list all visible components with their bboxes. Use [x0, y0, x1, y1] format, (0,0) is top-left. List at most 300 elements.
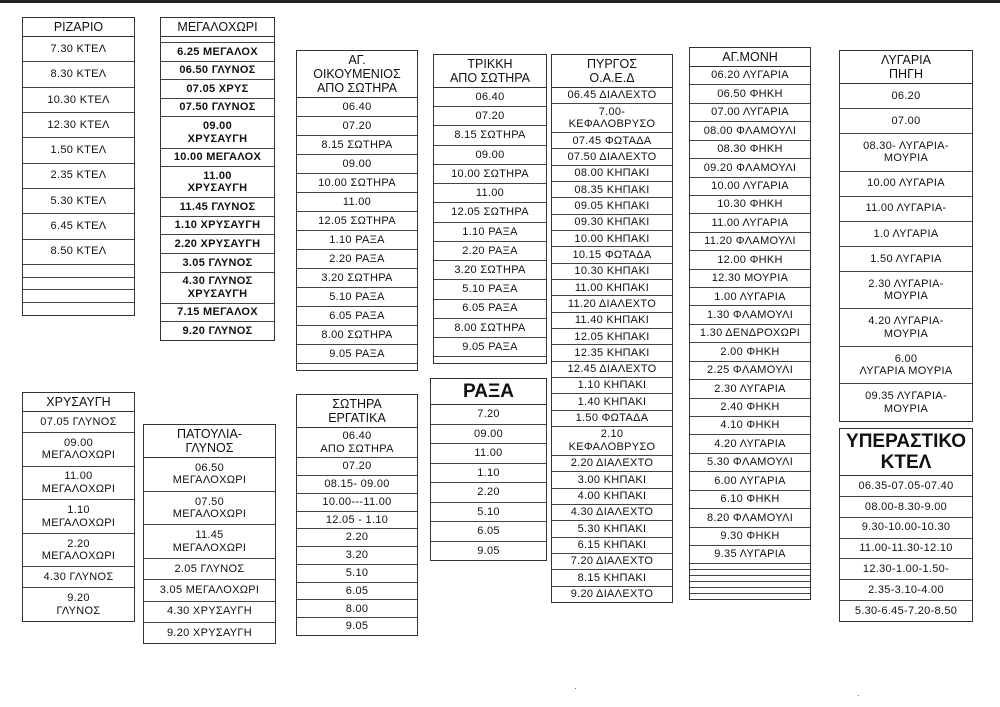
cell-text: 12.30-1.00-1.50- — [862, 563, 950, 576]
cell-text: 5.10 ΡΑΞΑ — [462, 283, 518, 296]
table-row — [23, 588, 134, 621]
cell-text: 2.05 ΓΛΥΝΟΣ — [174, 563, 245, 576]
table-row — [690, 233, 810, 251]
table-row — [434, 146, 546, 165]
table-row — [690, 67, 810, 85]
table-row — [144, 623, 275, 643]
cell-text: 12.05 ΚΗΠΑΚΙ — [574, 330, 650, 343]
header-line: ΓΛΥΝΟΣ — [185, 441, 234, 455]
table-trikki — [433, 54, 547, 364]
header-line: ΧΡΥΣΑΥΓΗ — [46, 395, 111, 409]
table-row — [690, 362, 810, 380]
table-row — [840, 347, 972, 385]
table-row — [552, 378, 672, 394]
cell-text: 2.30 ΛΥΓΑΡΙΑ — [714, 382, 786, 395]
table-row — [161, 304, 274, 323]
cell-text: 8.20 ΦΛΑΜΟΥΛΙ — [706, 511, 794, 524]
table-row — [297, 117, 417, 136]
table-row — [161, 273, 274, 304]
table-row — [144, 458, 275, 492]
table-row — [161, 198, 274, 217]
table-row — [434, 203, 546, 222]
cell-text: 6.25 ΜΕΓΑΛΟΧ — [177, 45, 258, 58]
table-row — [840, 134, 972, 172]
table-row — [23, 567, 134, 588]
cell-text: 9.20 ΓΛΥΝΟΣ — [182, 324, 253, 337]
cell-text: 1.30 ΦΛΑΜΟΥΛΙ — [706, 308, 794, 321]
table-row — [690, 122, 810, 140]
cell-text: 06.50 — [194, 461, 225, 474]
cell-text: 6.05 ΡΑΞΑ — [462, 302, 518, 315]
cell-text: 8.30 ΚΤΕΛ — [50, 68, 107, 81]
table-row — [23, 138, 134, 163]
cell-text: 11.00 — [203, 169, 232, 182]
cell-text: 2.20 — [345, 531, 369, 544]
cell-text: 07.50 ΓΛΥΝΟΣ — [179, 101, 256, 114]
table-row — [840, 109, 972, 134]
cell-text: 12.30 ΜΟΥΡΙΑ — [711, 272, 789, 285]
table-row — [297, 618, 417, 635]
cell-text: 4.30 ΔΙΑΛΕΧΤΟ — [570, 506, 654, 519]
table-row — [552, 472, 672, 488]
cell-text: 09.35 ΛΥΓΑΡΙΑ- — [865, 390, 947, 403]
table-row — [552, 296, 672, 312]
cell-text: 06.20 ΛΥΓΑΡΙΑ — [711, 69, 789, 82]
cell-text: 08.30 ΦΗΚΗ — [717, 143, 783, 156]
cell-text: 09.05 ΚΗΠΑΚΙ — [574, 199, 650, 212]
cell-text: 6.15 ΚΗΠΑΚΙ — [577, 538, 647, 551]
table-row — [297, 512, 417, 530]
cell-text: 2.35-3.10-4.00 — [868, 583, 944, 596]
cell-text: 11.00 — [342, 195, 372, 208]
cell-text: 1.0 ΛΥΓΑΡΙΑ — [873, 227, 939, 240]
top-edge-line — [0, 0, 1000, 3]
table-row — [690, 214, 810, 232]
table-row — [690, 417, 810, 435]
table-row — [552, 247, 672, 263]
table-row — [552, 88, 672, 104]
table-row — [690, 196, 810, 214]
table-row — [552, 182, 672, 198]
table-row — [690, 343, 810, 361]
cell-text: 2.00 ΦΗΚΗ — [720, 345, 780, 358]
cell-text: 2.20 ΧΡΥΣΑΥΓΗ — [174, 237, 261, 250]
table-row — [431, 405, 546, 425]
table-row — [23, 500, 134, 534]
cell-text: 9.05 — [345, 620, 369, 633]
table-row — [552, 570, 672, 586]
cell-text: 4.30 ΓΛΥΝΟΣ — [43, 571, 114, 584]
cell-text: 11.40 ΚΗΠΑΚΙ — [574, 314, 650, 327]
table-row — [690, 380, 810, 398]
cell-text: 1.10 — [67, 504, 90, 517]
table-row — [23, 303, 134, 315]
header-line: ΠΥΡΓΟΣ — [586, 57, 638, 71]
table-row — [690, 491, 810, 509]
table-row — [690, 141, 810, 159]
table-row — [23, 240, 134, 265]
header-line: ΑΠΟ ΣΩΤΗΡΑ — [316, 81, 398, 95]
table-megalochori — [160, 17, 275, 341]
table-header — [840, 429, 972, 476]
cell-text: 7.20 — [477, 408, 500, 420]
cell-text: 3.00 ΚΗΠΑΚΙ — [577, 473, 647, 486]
table-row — [690, 399, 810, 417]
cell-text: 06.35-07.05-07.40 — [858, 479, 954, 492]
cell-text: ΧΡΥΣΑΥΓΗ — [187, 287, 248, 300]
cell-text: 1.10 ΚΗΠΑΚΙ — [577, 379, 647, 392]
cell-text: 6.05 — [345, 584, 369, 597]
table-row — [297, 155, 417, 174]
cell-text: 4.10 ΦΗΚΗ — [720, 419, 780, 432]
cell-text: ΜΟΥΡΙΑ — [883, 402, 929, 415]
table-lygaria — [839, 50, 973, 422]
cell-text: 06.40 — [342, 430, 372, 443]
table-row — [434, 357, 546, 363]
table-row — [552, 133, 672, 149]
header-line: ΛΥΓΑΡΙΑ — [881, 53, 931, 67]
table-row — [161, 80, 274, 99]
table-row — [431, 483, 546, 503]
cell-text: 5.30 ΦΛΑΜΟΥΛΙ — [706, 456, 794, 469]
cell-text: 11.20 ΔΙΑΛΕΧΤΟ — [567, 297, 657, 310]
table-header — [690, 48, 810, 67]
table-header — [297, 51, 417, 98]
table-row — [690, 435, 810, 453]
cell-text: 08.30- ΛΥΓΑΡΙΑ- — [863, 139, 949, 152]
cell-text: 3.20 ΣΩΤΗΡΑ — [321, 272, 393, 285]
cell-text: 9.20 ΔΙΑΛΕΧΤΟ — [570, 587, 654, 600]
cell-text: 10.00 ΛΥΓΑΡΙΑ — [711, 179, 789, 192]
cell-text: ΜΕΓΑΛΟΧΩΡΙ — [41, 550, 116, 563]
table-row — [552, 149, 672, 165]
table-row — [690, 594, 810, 599]
table-row — [297, 288, 417, 307]
cell-text: 06.20 — [891, 89, 921, 102]
table-row — [23, 62, 134, 87]
cell-text: 4.30 ΧΡΥΣΑΥΓΗ — [166, 605, 253, 618]
table-row — [431, 522, 546, 542]
table-chrysavgi — [22, 392, 135, 622]
table-row — [840, 309, 972, 347]
cell-text: 6.05 — [477, 525, 500, 537]
cell-text: 2.20 — [67, 537, 90, 550]
table-row — [552, 427, 672, 456]
table-row — [434, 300, 546, 319]
table-row — [840, 601, 972, 621]
table-row — [434, 126, 546, 145]
table-row — [552, 587, 672, 602]
table-row — [297, 458, 417, 476]
table-row — [23, 467, 134, 501]
cell-text: 8.15 ΣΩΤΗΡΑ — [321, 138, 393, 151]
table-row — [552, 231, 672, 247]
table-row — [431, 464, 546, 484]
cell-text: 11.00 ΛΥΓΑΡΙΑ- — [865, 202, 947, 215]
table-row — [144, 559, 275, 580]
table-row — [552, 215, 672, 231]
table-row — [297, 547, 417, 565]
cell-text: 12.30 ΚΤΕΛ — [47, 118, 110, 131]
table-row — [23, 433, 134, 467]
table-row — [840, 476, 972, 497]
cell-text: 3.05 ΜΕΓΑΛΟΧΩΡΙ — [159, 584, 260, 597]
header-line: ΡΑΞΑ — [463, 381, 514, 402]
cell-text: 11.00 ΛΥΓΑΡΙΑ — [711, 216, 789, 229]
cell-text: 07.50 — [194, 495, 225, 508]
cell-text: 10.00---11.00 — [322, 495, 392, 508]
table-patoulia — [143, 424, 276, 644]
header-line: ΥΠΕΡΑΣΤΙΚΟ — [846, 431, 966, 452]
table-row — [552, 104, 672, 133]
table-row — [552, 505, 672, 521]
cell-text: 1.10 ΡΑΞΑ — [462, 225, 518, 238]
cell-text: 1.30 ΔΕΝΔΡΟΧΩΡΙ — [699, 327, 801, 340]
table-row — [690, 85, 810, 103]
cell-text: 5.30 ΚΗΠΑΚΙ — [577, 522, 647, 535]
table-row — [840, 539, 972, 560]
table-row — [23, 290, 134, 303]
table-row — [434, 242, 546, 261]
table-row — [297, 345, 417, 364]
table-row — [840, 518, 972, 539]
header-line: ΡΙΖΑΡΙΟ — [53, 20, 104, 34]
table-row — [434, 223, 546, 242]
cell-text: 08.00-8.30-9.00 — [864, 500, 948, 513]
cell-text: 07.20 — [342, 119, 372, 132]
cell-text: 9.35 ΛΥΓΑΡΙΑ — [714, 548, 786, 561]
table-row — [840, 559, 972, 580]
header-line: ΠΗΓΗ — [889, 67, 923, 81]
table-row — [552, 280, 672, 296]
header-line: ΟΙΚΟΥΜΕΝΙΟΣ — [313, 67, 401, 81]
cell-text: 1.50 ΚΤΕΛ — [50, 144, 107, 157]
table-row — [552, 456, 672, 472]
table-row — [161, 149, 274, 168]
cell-text: 3.05 ΓΛΥΝΟΣ — [182, 256, 253, 269]
table-row — [431, 425, 546, 445]
table-row — [297, 98, 417, 117]
table-row — [434, 319, 546, 338]
table-row — [840, 272, 972, 310]
table-row — [840, 197, 972, 222]
cell-text: 06.40 — [475, 90, 505, 103]
cell-text: 1.10 ΡΑΞΑ — [329, 233, 385, 246]
cell-text: 4.00 ΚΗΠΑΚΙ — [577, 489, 647, 502]
table-row — [297, 565, 417, 583]
table-row — [690, 454, 810, 472]
cell-text: 1.40 ΚΗΠΑΚΙ — [577, 395, 647, 408]
cell-text: ΜΕΓΑΛΟΧΩΡΙ — [41, 449, 116, 462]
table-ag-moni — [689, 47, 811, 600]
cell-text: 10.00 ΜΕΓΑΛΟΧ — [173, 151, 262, 164]
cell-text: 5.10 — [477, 505, 500, 518]
table-row — [690, 546, 810, 564]
table-row — [840, 84, 972, 109]
table-row — [297, 428, 417, 458]
table-row — [431, 542, 546, 561]
table-row — [297, 250, 417, 269]
cell-text: 11.20 ΦΛΑΜΟΥΛΙ — [704, 235, 796, 248]
cell-text: 07.00 — [891, 114, 921, 127]
table-row — [552, 489, 672, 505]
table-row — [690, 509, 810, 527]
table-row — [552, 554, 672, 570]
table-row — [434, 88, 546, 107]
cell-text: 7.15 ΜΕΓΑΛΟΧ — [177, 306, 258, 319]
cell-text: 9.30 ΦΗΚΗ — [720, 530, 780, 542]
table-row — [690, 270, 810, 288]
table-row — [297, 326, 417, 345]
table-row — [434, 184, 546, 203]
cell-text: 8.15 ΚΗΠΑΚΙ — [577, 571, 647, 584]
cell-text: 9.05 — [477, 544, 500, 557]
cell-text: 4.20 ΛΥΓΑΡΙΑ- — [868, 315, 944, 328]
header-line: ΤΡΙΚΚΗ — [467, 57, 513, 71]
table-row — [297, 193, 417, 212]
cell-text: 12.35 ΚΗΠΑΚΙ — [574, 346, 650, 359]
table-row — [23, 189, 134, 214]
table-row — [552, 394, 672, 410]
cell-text: 12.05 ΣΩΤΗΡΑ — [451, 206, 529, 219]
cell-text: ΛΥΓΑΡΙΑ ΜΟΥΡΙΑ — [859, 365, 953, 378]
table-row — [23, 88, 134, 113]
cell-text: 6.00 — [894, 352, 918, 365]
cell-text: 4.20 ΛΥΓΑΡΙΑ — [714, 437, 786, 450]
cell-text: 1.10 — [477, 466, 500, 479]
header-line: ΕΡΓΑΤΙΚΑ — [328, 411, 386, 425]
cell-text: 1.10 ΧΡΥΣΑΥΓΗ — [174, 219, 261, 232]
cell-text: 9.20 ΧΡΥΣΑΥΓΗ — [166, 626, 253, 639]
cell-text: 08.00 ΚΗΠΑΚΙ — [574, 167, 650, 180]
cell-text: ΧΡΥΣΑΥΓΗ — [187, 182, 248, 195]
cell-text: 6.05 ΡΑΞΑ — [329, 310, 385, 323]
cell-text: 09.00 — [202, 120, 233, 133]
table-row — [297, 307, 417, 326]
cell-text: 06.40 — [342, 100, 372, 113]
table-row — [840, 384, 972, 421]
table-row — [23, 534, 134, 568]
table-row — [161, 167, 274, 198]
table-row — [23, 265, 134, 278]
table-row — [297, 269, 417, 288]
cell-text: 07.20 — [475, 110, 505, 123]
cell-text: 2.20 ΔΙΑΛΕΧΤΟ — [570, 457, 654, 470]
cell-text: 10.00 ΛΥΓΑΡΙΑ — [867, 177, 945, 190]
cell-text: 09.00 — [473, 427, 504, 440]
cell-text: 3.20 ΣΩΤΗΡΑ — [454, 263, 526, 276]
cell-text: 08.00 ΦΛΑΜΟΥΛΙ — [703, 124, 797, 137]
cell-text: 2.40 ΦΗΚΗ — [720, 401, 780, 414]
cell-text: ΜΕΓΑΛΟΧΩΡΙ — [41, 516, 116, 529]
cell-text: 07.45 ΦΩΤΑΔΑ — [572, 134, 652, 147]
cell-text: 2.30 ΛΥΓΑΡΙΑ- — [868, 277, 944, 290]
table-header — [431, 379, 546, 405]
table-row — [297, 364, 417, 370]
cell-text: 9.05 ΡΑΞΑ — [462, 340, 518, 353]
cell-text: 8.15 ΣΩΤΗΡΑ — [454, 129, 526, 142]
header-line: ΠΑΤΟΥΛΙΑ- — [177, 427, 242, 441]
cell-text: ΑΠΟ ΣΩΤΗΡΑ — [320, 442, 394, 455]
table-header — [23, 18, 134, 37]
cell-text: 11.00-11.30-12.10 — [859, 542, 953, 555]
table-row — [552, 411, 672, 427]
table-row — [161, 62, 274, 81]
cell-text: ΜΕΓΑΛΟΧΩΡΙ — [172, 541, 247, 554]
cell-text: 5.10 — [345, 566, 369, 579]
cell-text: 07.00 ΛΥΓΑΡΙΑ — [711, 106, 789, 119]
table-row — [23, 164, 134, 189]
cell-text: ΚΕΦΑΛΟΒΡΥΣΟ — [568, 440, 656, 453]
cell-text: 10.00 ΣΩΤΗΡΑ — [451, 167, 529, 180]
table-header — [23, 393, 134, 412]
cell-text: 2.20 ΡΑΞΑ — [329, 253, 385, 266]
cell-text: 11.00 — [64, 470, 93, 483]
cell-text: 12.45 ΔΙΑΛΕΧΤΟ — [567, 363, 657, 376]
cell-text: 10.00 ΣΩΤΗΡΑ — [318, 176, 396, 189]
table-row — [161, 217, 274, 236]
table-raxa — [430, 378, 547, 561]
cell-text: 09.00 — [475, 148, 505, 161]
cell-text: 7.20 ΔΙΑΛΕΧΤΟ — [570, 555, 654, 568]
table-row — [144, 602, 275, 623]
table-header — [840, 51, 972, 84]
cell-text: 11.45 ΓΛΥΝΟΣ — [179, 200, 256, 213]
table-row — [690, 472, 810, 490]
table-row — [23, 37, 134, 62]
table-row — [690, 325, 810, 343]
cell-text: 10.00 ΚΗΠΑΚΙ — [574, 232, 650, 245]
cell-text: 9.20 — [67, 592, 90, 605]
table-ag-oikoumenios — [296, 50, 418, 371]
cell-text: ΧΡΥΣΑΥΓΗ — [187, 132, 248, 145]
cell-text: 10.30 ΚΤΕΛ — [47, 93, 110, 106]
cell-text: 6.45 ΚΤΕΛ — [50, 220, 107, 233]
cell-text: 11.00 — [475, 187, 505, 200]
table-row — [23, 214, 134, 239]
table-row — [840, 172, 972, 197]
cell-text: 2.25 ΦΛΑΜΟΥΛΙ — [706, 364, 794, 377]
cell-text: 7.00- — [598, 105, 626, 118]
cell-text: 6.00 ΛΥΓΑΡΙΑ — [714, 474, 786, 487]
cell-text: 5.30 ΚΤΕΛ — [50, 194, 107, 207]
table-row — [144, 580, 275, 601]
table-row — [297, 231, 417, 250]
cell-text: 3.20 — [345, 549, 369, 562]
cell-text: 10.15 ΦΩΤΑΔΑ — [572, 248, 652, 261]
scan-mark: · — [574, 683, 577, 693]
cell-text: 8.50 ΚΤΕΛ — [50, 245, 107, 258]
table-row — [552, 521, 672, 537]
table-row — [552, 362, 672, 378]
table-row — [552, 264, 672, 280]
cell-text: ΜΟΥΡΙΑ — [883, 290, 929, 303]
table-row — [297, 600, 417, 618]
table-row — [690, 306, 810, 324]
table-row — [297, 583, 417, 601]
table-row — [23, 278, 134, 291]
table-row — [690, 251, 810, 269]
cell-text: 7.30 ΚΤΕΛ — [50, 42, 107, 55]
table-row — [690, 104, 810, 122]
cell-text: 10.30 ΦΗΚΗ — [717, 198, 783, 211]
cell-text: 07.20 — [342, 460, 372, 473]
cell-text: 07.05 ΧΡΥΣ — [186, 82, 249, 95]
table-header — [161, 18, 274, 37]
table-row — [434, 261, 546, 280]
table-row — [431, 444, 546, 464]
header-line: ΑΠΟ ΣΩΤΗΡΑ — [449, 71, 531, 85]
